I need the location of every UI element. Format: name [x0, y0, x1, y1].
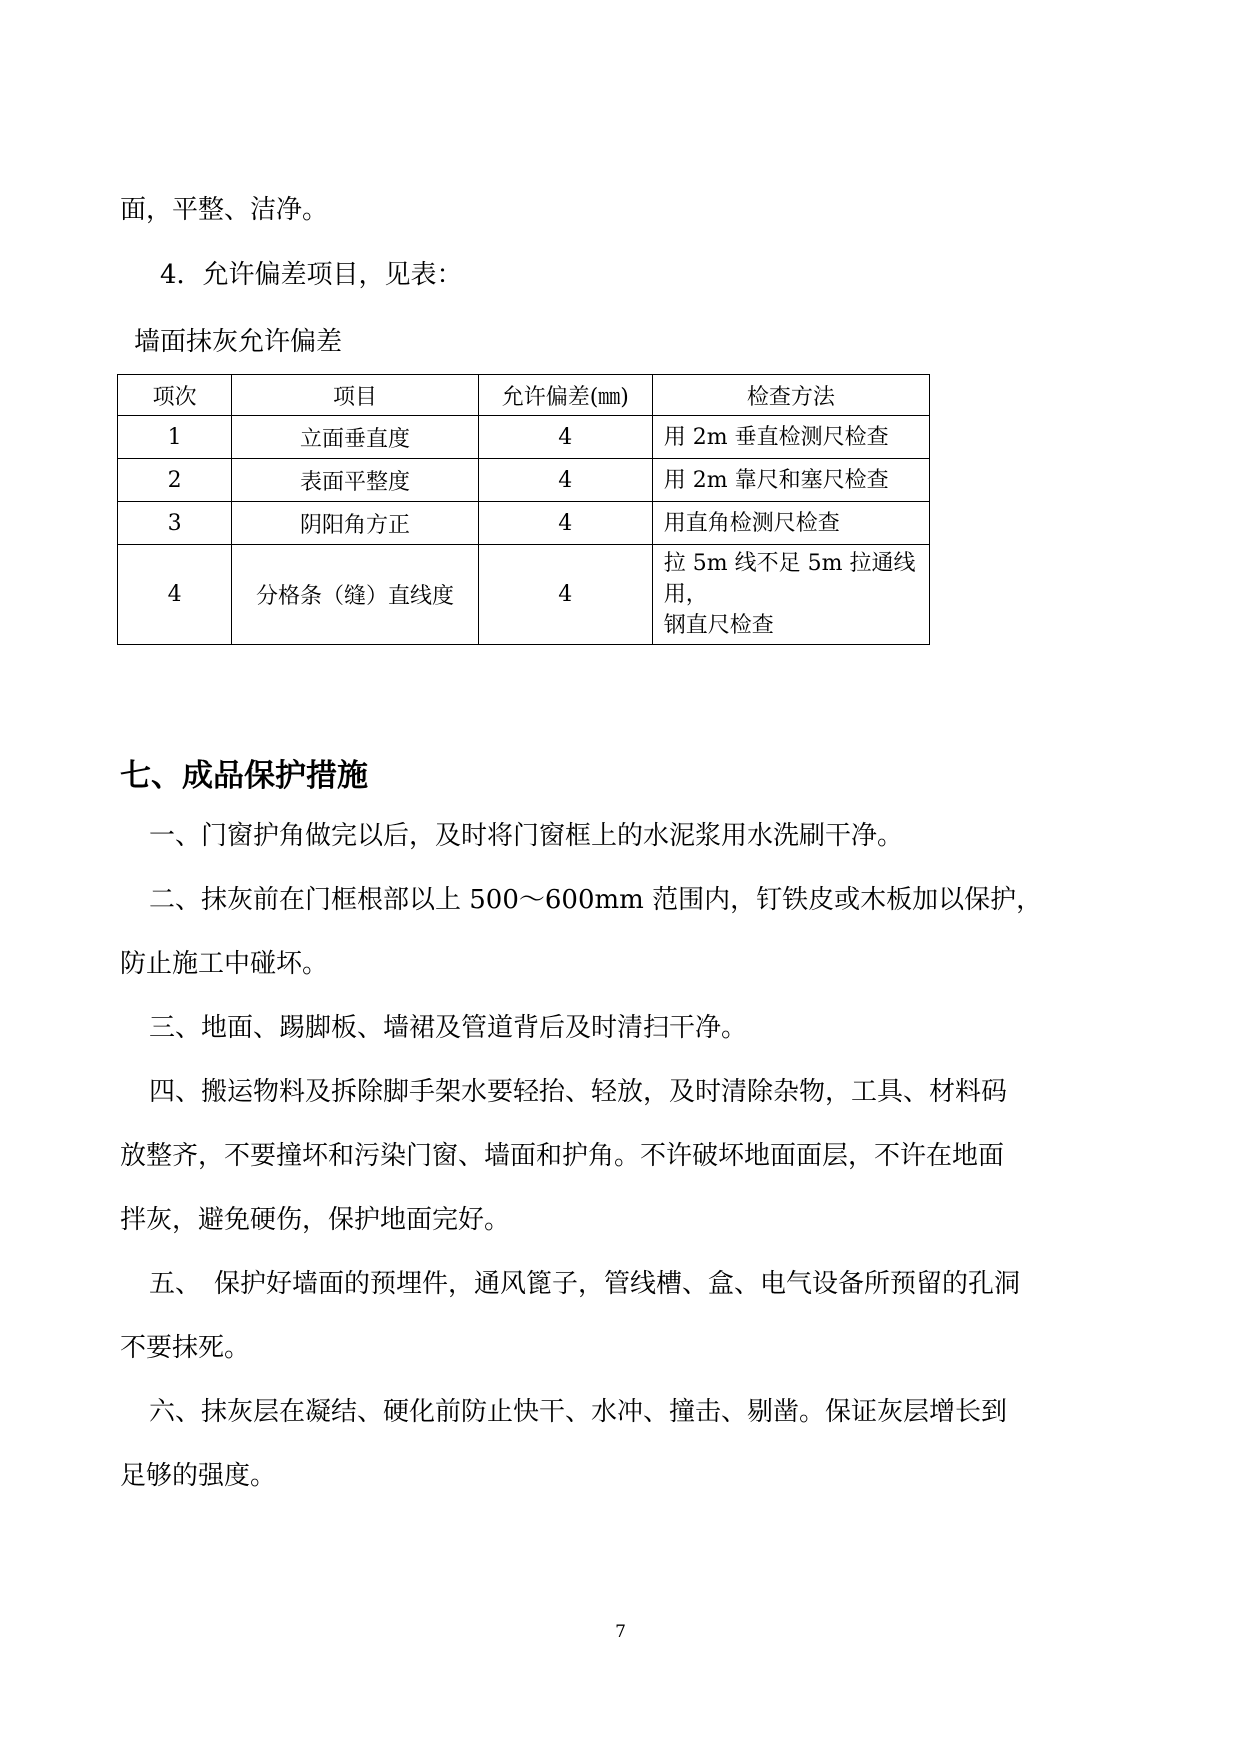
method-line: 拉 5m 线不足 5m 拉通线: [663, 551, 916, 576]
row-number-cell: 3: [118, 502, 232, 545]
tolerance-cell: 4: [478, 545, 652, 645]
table-row: [118, 545, 930, 645]
method-cell: 用直角检测尺检查: [652, 502, 929, 545]
table-row: [118, 416, 930, 459]
paragraph-line: 放整齐，不要撞坏和污染门窗、墙面和护角。不许破坏地面面层，不许在地面: [120, 1141, 1005, 1171]
item-cell: 阴阳角方正: [232, 502, 479, 545]
header-cell: 项次: [118, 375, 232, 416]
paragraph-line: 足够的强度。: [120, 1461, 277, 1491]
page-number: 7: [615, 1622, 626, 1642]
paragraph-line: 不要抹死。: [120, 1333, 251, 1363]
header-cell: 检查方法: [652, 375, 929, 416]
item-cell: 表面平整度: [232, 459, 479, 502]
tolerance-cell: 4: [478, 502, 652, 545]
paragraph-line: 拌灰，避免硬伤，保护地面完好。: [120, 1205, 511, 1235]
table-caption: 墙面抹灰允许偏差: [134, 327, 343, 357]
paragraph-line: 4．允许偏差项目，见表：: [160, 260, 463, 290]
paragraph-line: 二、抹灰前在门框根部以上 500～600mm 范围内，钉铁皮或木板加以保护，: [149, 885, 1043, 915]
header-cell: 允许偏差(㎜): [478, 375, 652, 416]
paragraph-line: 六、抹灰层在凝结、硬化前防止快干、水冲、撞击、剔凿。保证灰层增长到: [149, 1397, 1008, 1427]
paragraph-line: 防止施工中碰坏。: [120, 949, 329, 979]
header-cell: 项目: [232, 375, 479, 416]
method-cell: 用 2m 垂直检测尺检查: [652, 416, 929, 459]
method-line: 钢直尺检查: [663, 613, 774, 638]
row-number-cell: 2: [118, 459, 232, 502]
item-cell: 分格条（缝）直线度: [232, 545, 479, 645]
method-cell: [652, 545, 929, 645]
item-cell: 立面垂直度: [232, 416, 479, 459]
method-line: 用，: [663, 582, 708, 607]
paragraph-line: 三、地面、踢脚板、墙裙及管道背后及时清扫干净。: [149, 1013, 748, 1043]
paragraph-line: 四、搬运物料及拆除脚手架水要轻抬、轻放，及时清除杂物，工具、材料码: [149, 1077, 1008, 1107]
tolerance-table: [117, 374, 930, 645]
table-row: [118, 502, 930, 545]
row-number-cell: 1: [118, 416, 232, 459]
table-header-row: [118, 375, 930, 416]
table-row: [118, 459, 930, 502]
paragraph-line: 一、门窗护角做完以后，及时将门窗框上的水泥浆用水洗刷干净。: [149, 821, 904, 851]
section-heading: 七、成品保护措施: [120, 758, 368, 794]
paragraph-line: 五、 保护好墙面的预埋件，通风篦子，管线槽、盒、电气设备所预留的孔洞: [149, 1269, 1021, 1299]
tolerance-cell: 4: [478, 459, 652, 502]
method-cell: 用 2m 靠尺和塞尺检查: [652, 459, 929, 502]
tolerance-cell: 4: [478, 416, 652, 459]
paragraph-line: 面，平整、洁净。: [120, 195, 329, 225]
row-number-cell: 4: [118, 545, 232, 645]
